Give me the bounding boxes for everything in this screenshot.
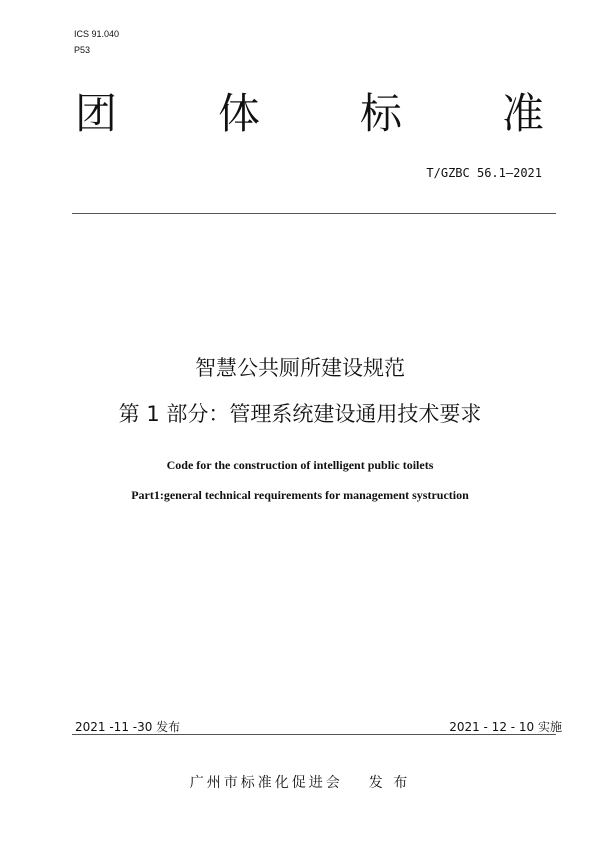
issuer-action: 发 布	[368, 775, 411, 791]
category-char: 准	[502, 89, 545, 138]
divider	[72, 213, 556, 214]
title-en: Code for the construction of intelligent public toilets	[166, 458, 434, 472]
divider	[72, 734, 556, 735]
implement-date: 2021 - 12 - 10 实施	[449, 720, 562, 734]
category-char: 体	[218, 89, 261, 138]
standard-number: T/GZBC 56.1—2021	[426, 166, 542, 180]
issuer-name: 广州市标准化促进会	[189, 775, 343, 791]
title-cn: 智慧公共厕所建设规范	[195, 356, 405, 380]
category-char: 标	[360, 89, 403, 138]
ics-code: ICS 91.040	[74, 29, 120, 39]
ccs-code: P53	[74, 45, 91, 55]
publish-date: 2021 -11 -30 发布	[75, 720, 181, 734]
subtitle-cn: 第 1 部分：管理系统建设通用技术要求	[118, 402, 482, 426]
category-char: 团	[75, 89, 118, 138]
subtitle-en: Part1:general technical requirements for management systruction	[131, 488, 469, 502]
issuer	[0, 772, 600, 792]
